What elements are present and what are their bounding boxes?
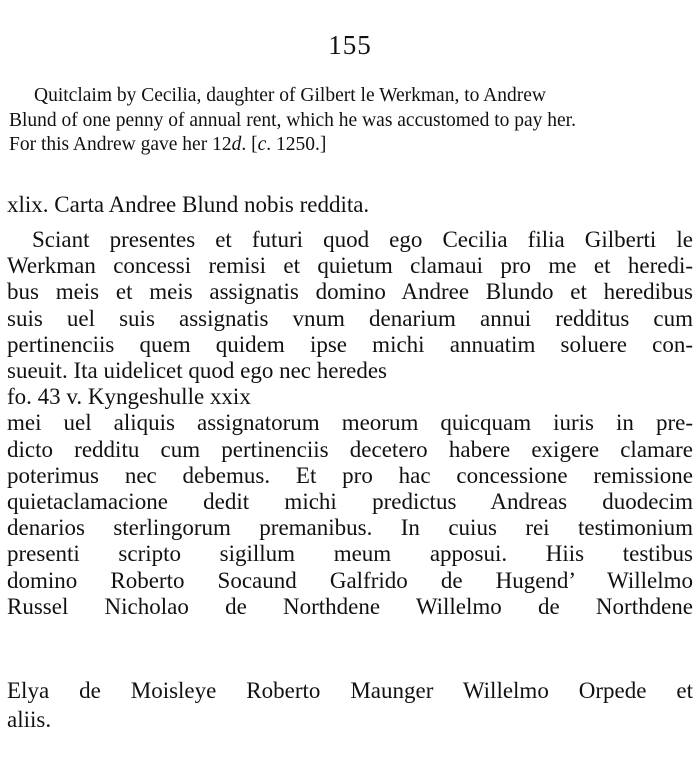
summary-line-2: Blund of one penny of annual rent, which he was accustomed to pay her. <box>9 109 576 131</box>
body-line: dicto redditu cum pertinenciis decetero habere exigere clamare <box>7 436 693 462</box>
body-line: quietaclamacione dedit michi predictus Andreas duodecim <box>7 489 693 515</box>
summary-text: . [ <box>241 134 258 155</box>
body-line: sueuit. Ita uidelicet quod ego nec heredes <box>7 358 387 384</box>
summary-italic-d: d <box>231 134 242 155</box>
closing-line-1: Elya de Moisleye Roberto Maunger Willelmo Orpede et <box>7 678 693 703</box>
summary-line-3 <box>9 133 691 158</box>
body-line: suis uel suis assignatis vnum denarium annui redditus cum <box>7 305 693 331</box>
document-summary <box>9 84 691 158</box>
body-line: pertinenciis quem quidem ipse michi annuatim soluere con- <box>7 331 693 357</box>
charter-closing <box>7 676 693 734</box>
body-line: presenti scripto sigillum meum apposui. Hiis testibus <box>7 541 693 567</box>
charter-heading: xlix. Carta Andree Blund nobis reddita. <box>7 192 370 217</box>
summary-text: For this Andrew gave her 12 <box>9 134 232 155</box>
body-line: denarios sterlingorum premanibus. In cuius rei testimonium <box>7 515 693 541</box>
page-number: 155 <box>328 30 372 60</box>
summary-italic-c: c <box>257 134 267 155</box>
body-line: Sciant presentes et futuri quod ego Cecilia filia Gilberti le <box>32 227 693 252</box>
closing-line-2: aliis. <box>7 707 52 732</box>
summary-line-1: Quitclaim by Cecilia, daughter of Gilbert le Werkman, to Andrew <box>34 85 546 106</box>
body-line: poterimus nec debemus. Et pro hac concessione remissione <box>7 462 693 488</box>
body-line: domino Roberto Socaund Galfrido de Hugend’ Willelmo <box>7 567 693 593</box>
body-line: Werkman concessi remisi et quietum clamaui pro me et heredi- <box>7 253 693 279</box>
charter-body <box>7 227 693 620</box>
folio-note: fo. 43 v. Kyngeshulle xxix <box>7 384 251 410</box>
body-line: mei uel aliquis assignatorum meorum quicquam iuris in pre- <box>7 410 693 436</box>
summary-text: . 1250.] <box>266 134 327 155</box>
body-line: bus meis et meis assignatis domino Andree Blundo et heredibus <box>7 279 693 305</box>
body-line: Russel Nicholao de Northdene Willelmo de Northdene <box>7 593 693 619</box>
